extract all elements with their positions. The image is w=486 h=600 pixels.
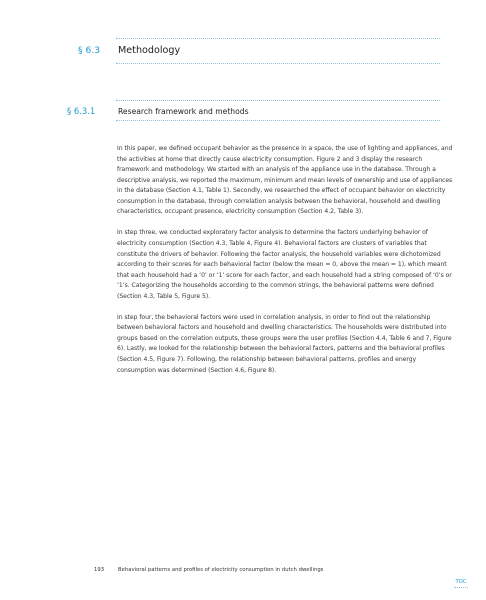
toc-link[interactable] [454, 579, 468, 588]
section-number: § 6.3 [78, 45, 101, 56]
section-title: Methodology [118, 45, 181, 56]
paragraph: In this paper, we defined occupant behavior as the presence in a space, the use of lighting and appliances, and the activities at home that directly cause electricity consumption. Figure 2 and 3 display the research framework and methodology. We started with an analysis of the appliance use in the database. Through a descriptive analysis, we reported the maximum, minimum and mean levels of ownership and use of appliances in the database (Section 4.1, Table 1). Secondly, we researched the effect of occupant behavior on electricity consumption in the database, through correlation analysis between the behavioral, household and dwelling characteristics, occupant presence, electricity consumption (Section 4.2, Table 3). [117, 145, 453, 216]
paragraph: In step four, the behavioral factors were used in correlation analysis, in order to find out the relationship between behavioral factors and household and dwelling characteristics. The households were distributed into groups based on the correlation outputs, these groups were the user profiles (Section 4.4, Table 6 and 7, Figure 6). Lastly, we looked for the relationship between the behavioral factors, patterns and the behavioral profiles (Section 4.5, Figure 7). Following, the relationship between behavioral patterns, profiles and energy consumption was determined (Section 4.6, Figure 8). [117, 313, 452, 374]
subsection-number: § 6.3.1 [67, 106, 96, 116]
page-number: 193 [94, 567, 105, 573]
toc-underline [454, 587, 468, 588]
subsection-title: Research framework and methods [118, 107, 249, 116]
section-top-rule [116, 38, 440, 39]
paragraph: In step three, we conducted exploratory factor analysis to determine the factors underlying behavior of electricity consumption (Section 4.3, Table 4, Figure 4). Behavioral factors are clusters of variables that constitute the drivers of behavior. Following the factor analysis, the household variables were dichotomized according to their scores for each behavioral factor (below the mean = 0, above the mean = 1), which meant that each household had a ‘0’ or ‘1’ score for each factor, and each household had a string composed of ‘0’s or ‘1’s. Categorizing the households according to the common strings, the behavioral patterns were defined (Section 4.3, Table 5, Figure 5). [117, 229, 452, 300]
toc-label: TOC [455, 579, 467, 585]
body-text [117, 144, 453, 387]
running-title: Behavioral patterns and profiles of electricity consumption in dutch dwellings [118, 567, 324, 573]
section-bottom-rule [116, 63, 440, 64]
subsection-top-rule [116, 100, 440, 101]
subsection-bottom-rule [116, 120, 440, 121]
